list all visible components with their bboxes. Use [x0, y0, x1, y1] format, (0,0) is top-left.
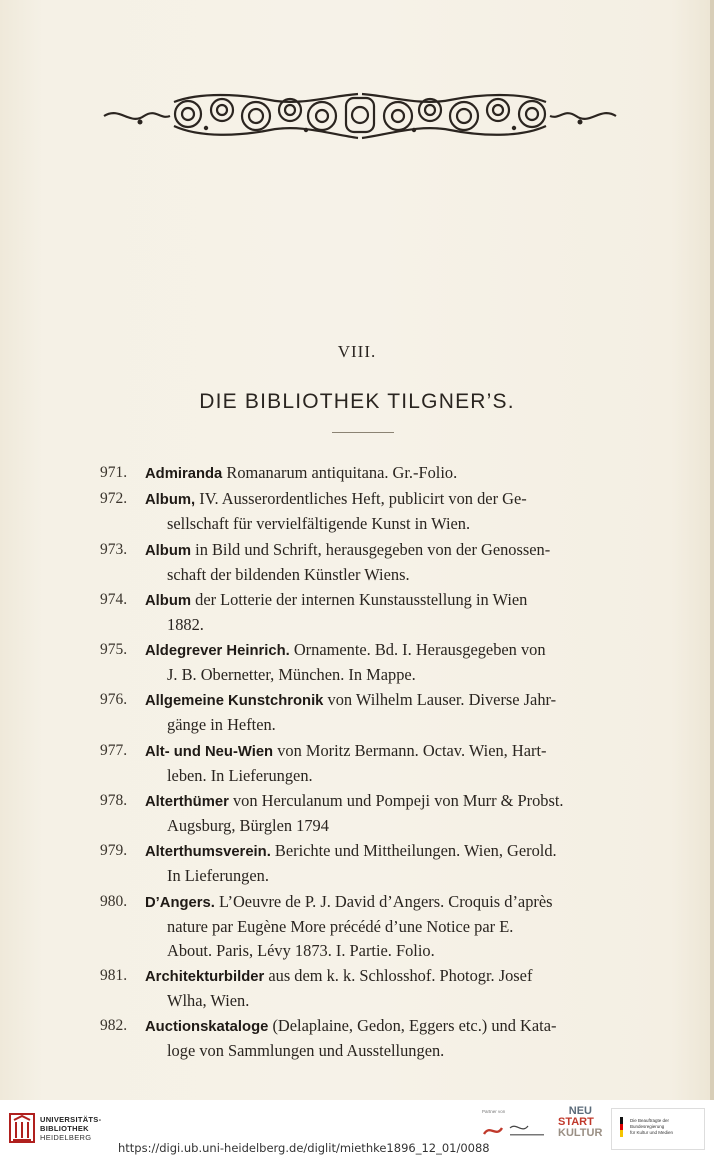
chapter-number: VIII.	[337, 342, 377, 361]
catalog-entry	[100, 890, 640, 963]
bkm-logo[interactable]	[611, 1108, 705, 1150]
catalog-entry	[100, 487, 640, 536]
entry-text-continued: About. Paris, Lévy 1873. I. Partie. Folio.	[167, 940, 435, 960]
entry-text-continued: gänge in Heften.	[167, 715, 276, 735]
entry-text: Berichte und Mittheilungen. Wien, Gerold.	[274, 841, 557, 861]
entry-number: 981.	[100, 966, 128, 984]
entry-text: (Delaplaine, Gedon, Eggers etc.) und Kata-	[272, 1016, 557, 1036]
entry-number: 979.	[100, 842, 128, 860]
entry-text-continued: In Lieferungen.	[167, 866, 269, 886]
partner-logo-icon[interactable]	[480, 1118, 550, 1142]
entry-heading: Alt- und Neu-Wien	[145, 743, 274, 760]
neustart-line1: NEU	[568, 1105, 592, 1117]
entry-number: 976.	[100, 691, 128, 709]
entry-text-continued: schaft der bildenden Künstler Wiens.	[167, 564, 410, 584]
entry-heading: Admiranda	[145, 466, 223, 482]
entry-number: 982.	[100, 1017, 128, 1035]
catalog-entry	[100, 739, 640, 788]
entry-heading: Alterthumsverein.	[145, 844, 271, 861]
entry-number: 975.	[100, 641, 128, 659]
entry-text: von Herculanum und Pompeji von Murr & Probst.	[232, 791, 564, 811]
entry-text-continued: Augsburg, Bürglen 1794	[167, 816, 329, 836]
catalog-entry	[100, 461, 640, 486]
entry-number: 978.	[100, 792, 128, 810]
title-divider	[332, 432, 394, 433]
entry-text: Romanarum antiquitana. Gr.-Folio.	[226, 463, 458, 482]
entry-text-continued: Wlha, Wien.	[167, 990, 250, 1010]
catalog-entry	[100, 538, 640, 587]
catalog-entry	[100, 638, 640, 687]
entry-text-continued: leben. In Lieferungen.	[167, 765, 313, 785]
catalog-entry	[100, 839, 640, 888]
entry-number: 977.	[100, 741, 128, 759]
entry-number: 971.	[100, 464, 128, 481]
entry-text: aus dem k. k. Schlosshof. Photogr. Josef	[268, 965, 533, 985]
entry-number: 980.	[100, 892, 128, 910]
entry-number: 974.	[100, 590, 128, 608]
entry-heading: Allgemeine Kunstchronik	[145, 693, 324, 710]
entry-heading: Album	[145, 592, 192, 609]
entry-heading: Architekturbilder	[145, 968, 265, 985]
entry-text-continued: 1882.	[167, 614, 204, 634]
entry-heading: Album	[145, 542, 192, 559]
entry-heading: Auctionskataloge	[145, 1019, 269, 1036]
entry-heading: Aldegrever Heinrich.	[145, 643, 290, 660]
catalog-entry	[100, 964, 640, 1013]
entry-text-continued: loge von Sammlungen und Ausstellungen.	[167, 1041, 445, 1061]
entry-text: L’Oeuvre de P. J. David d’Angers. Croquis d’après	[219, 891, 553, 911]
university-library-logo-icon[interactable]	[8, 1112, 36, 1144]
entry-text: von Moritz Bermann. Octav. Wien, Hart-	[277, 740, 547, 760]
page-edge	[710, 0, 714, 1100]
entry-heading: Album,	[145, 492, 196, 509]
partner-label: Partner von	[482, 1109, 506, 1114]
library-name-line1: UNIVERSITÄTS-	[40, 1115, 102, 1124]
entry-heading: D’Angers.	[145, 894, 215, 911]
federal-eagle-flag-icon	[620, 1117, 623, 1137]
library-name-line2: BIBLIOTHEK	[40, 1124, 89, 1133]
catalog-entry	[100, 789, 640, 838]
entry-text-continued: nature par Eugène More précédé d’une Notice par E.	[167, 916, 514, 936]
library-name-line3: HEIDELBERG	[40, 1133, 92, 1142]
entry-text-continued: J. B. Obernetter, München. In Mappe.	[167, 665, 416, 685]
entry-text: der Lotterie der internen Kunstausstellung in Wien	[195, 589, 528, 609]
entry-heading: Alterthümer	[145, 794, 229, 811]
entry-number: 972.	[100, 490, 128, 508]
neustart-kultur-logo[interactable]	[558, 1105, 603, 1150]
bkm-text	[630, 1118, 704, 1136]
bkm-line1: Die Beauftragte der Bundesregierung	[630, 1118, 670, 1129]
viewer-footer	[0, 1100, 714, 1156]
entry-text: in Bild und Schrift, herausgegeben von der Genossen-	[195, 539, 551, 559]
library-name[interactable]	[40, 1115, 101, 1142]
entry-number: 973.	[100, 540, 128, 558]
chapter-title: DIE BIBLIOTHEK TILGNER’S.	[199, 390, 515, 413]
entry-text-continued: sellschaft für vervielfältigende Kunst in Wien.	[167, 514, 471, 534]
catalog-entry	[100, 1014, 640, 1063]
permalink-url[interactable]: https://digi.ub.uni-heidelberg.de/diglit/miethke1896_12_01/0088	[118, 1141, 490, 1155]
catalog-entry	[100, 688, 640, 737]
entry-text: von Wilhelm Lauser. Diverse Jahr-	[327, 690, 557, 710]
entry-text: Ornamente. Bd. I. Herausgegeben von	[293, 640, 546, 660]
entry-text: IV. Ausserordentliches Heft, publicirt von der Ge-	[199, 489, 527, 509]
decorative-ornament-header	[100, 88, 620, 144]
bkm-line2: für Kultur und Medien	[630, 1130, 674, 1135]
neustart-line3: KULTUR	[558, 1127, 603, 1139]
catalog-entry	[100, 588, 640, 637]
catalog-entries	[100, 461, 640, 1065]
neustart-line2: START	[558, 1116, 594, 1128]
